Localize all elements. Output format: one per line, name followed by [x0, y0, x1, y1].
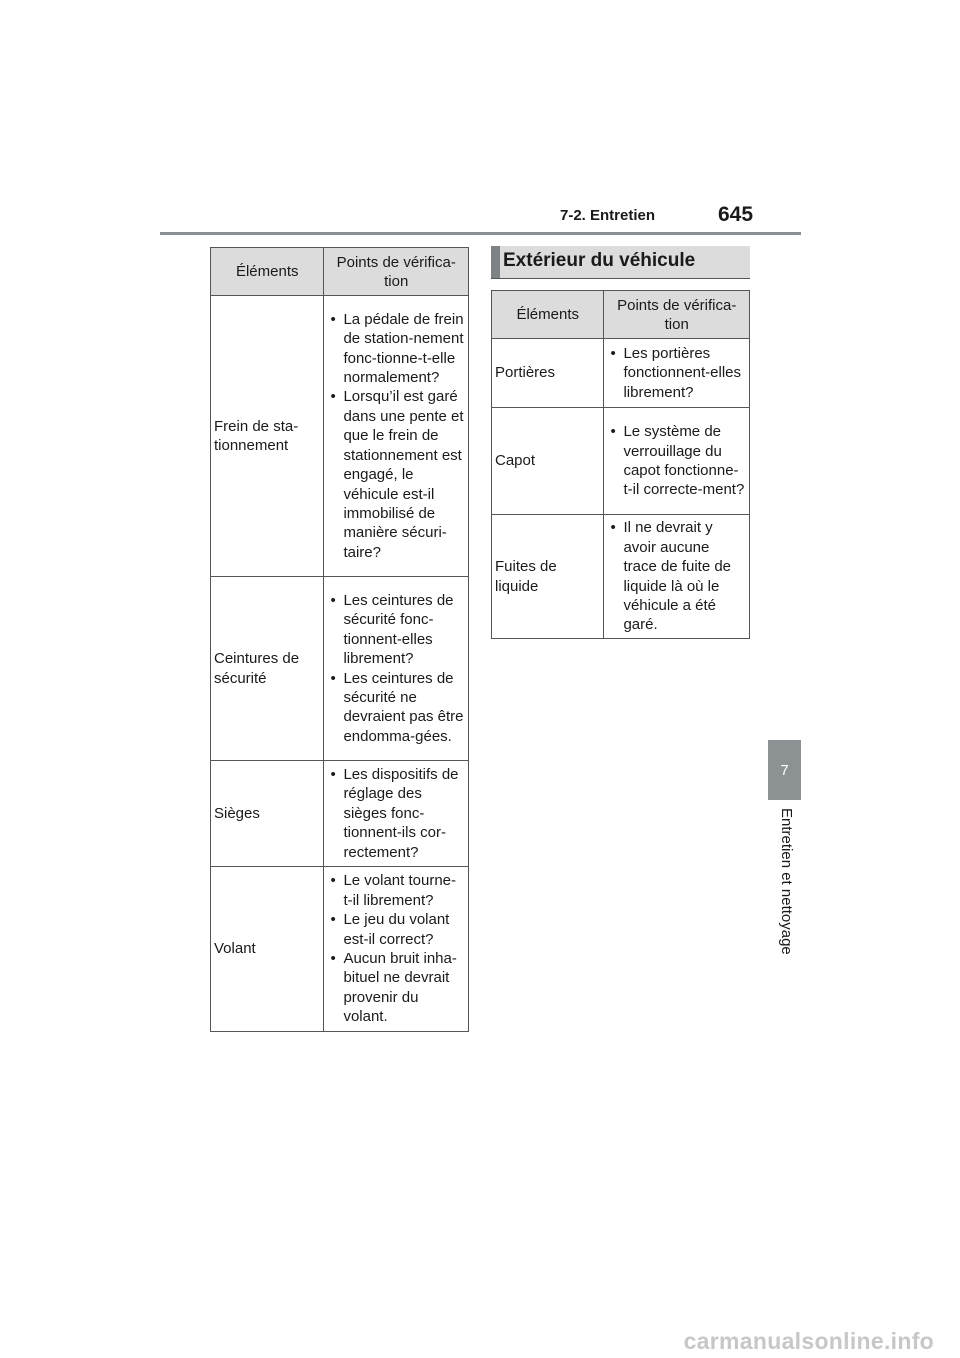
check-item: • Lorsqu’il est garé dans une pente et que le frein de stationnement est engagé, le véhicule est-il immobilisé de manière sécuri-taire? [328, 387, 465, 562]
exterior-checks-table [491, 290, 750, 639]
element-cell: Volant [211, 867, 324, 1032]
check-item: • Le volant tourne-t-il librement? [328, 871, 465, 910]
section-heading-rule [491, 278, 750, 279]
table-row [492, 515, 750, 639]
column-header-points: Points de vérifica-tion [604, 291, 750, 339]
check-item: • Les ceintures de sécurité fonc-tionnent-elles librement? [328, 591, 465, 669]
page-number: 645 [718, 203, 754, 226]
chapter-label: Entretien et nettoyage [778, 808, 795, 955]
column-header-elements: Éléments [492, 291, 604, 339]
table-row [211, 761, 469, 867]
check-item: • Il ne devrait y avoir aucune trace de fuite de liquide là où le véhicule a été garé. [608, 518, 746, 634]
points-cell [604, 339, 750, 408]
table-row [211, 296, 469, 577]
points-cell [604, 515, 750, 639]
table-row [211, 867, 469, 1032]
watermark-text: carmanualsonline.info [683, 1328, 934, 1354]
element-cell: Capot [492, 408, 604, 515]
watermark-strip [0, 1330, 960, 1358]
check-item: • La pédale de frein de station-nement fonc-tionne-t-elle normalement? [328, 310, 465, 388]
column-header-points: Points de vérifica-tion [324, 248, 469, 296]
check-item: • Le système de verrouillage du capot fonctionne-t-il correcte-ment? [608, 422, 746, 500]
table-row [211, 577, 469, 761]
check-item: • Aucun bruit inha-bituel ne devrait provenir du volant. [328, 949, 465, 1027]
interior-checks-table [210, 247, 469, 1032]
check-item: • Les portières fonctionnent-elles librement? [608, 344, 746, 402]
points-cell [324, 867, 469, 1032]
check-item: • Les dispositifs de réglage des sièges fonc-tionnent-ils cor-rectement? [328, 765, 465, 862]
chapter-number: 7 [780, 762, 789, 779]
check-item: • Les ceintures de sécurité ne devraient pas être endomma-gées. [328, 669, 465, 747]
section-heading [491, 246, 750, 279]
section-heading-title: Extérieur du véhicule [503, 250, 696, 271]
element-cell: Fuites de liquide [492, 515, 604, 639]
element-cell: Portières [492, 339, 604, 408]
table-row [492, 339, 750, 408]
points-cell [324, 296, 469, 577]
points-cell [604, 408, 750, 515]
element-cell: Ceintures de sécurité [211, 577, 324, 761]
header-divider [160, 232, 801, 235]
element-cell: Frein de sta-tionnement [211, 296, 324, 577]
table-row [492, 408, 750, 515]
points-cell [324, 761, 469, 867]
section-title: 7-2. Entretien [560, 207, 656, 224]
points-cell [324, 577, 469, 761]
element-cell: Sièges [211, 761, 324, 867]
column-header-elements: Éléments [211, 248, 324, 296]
check-item: • Le jeu du volant est-il correct? [328, 910, 465, 949]
section-accent [491, 246, 500, 279]
